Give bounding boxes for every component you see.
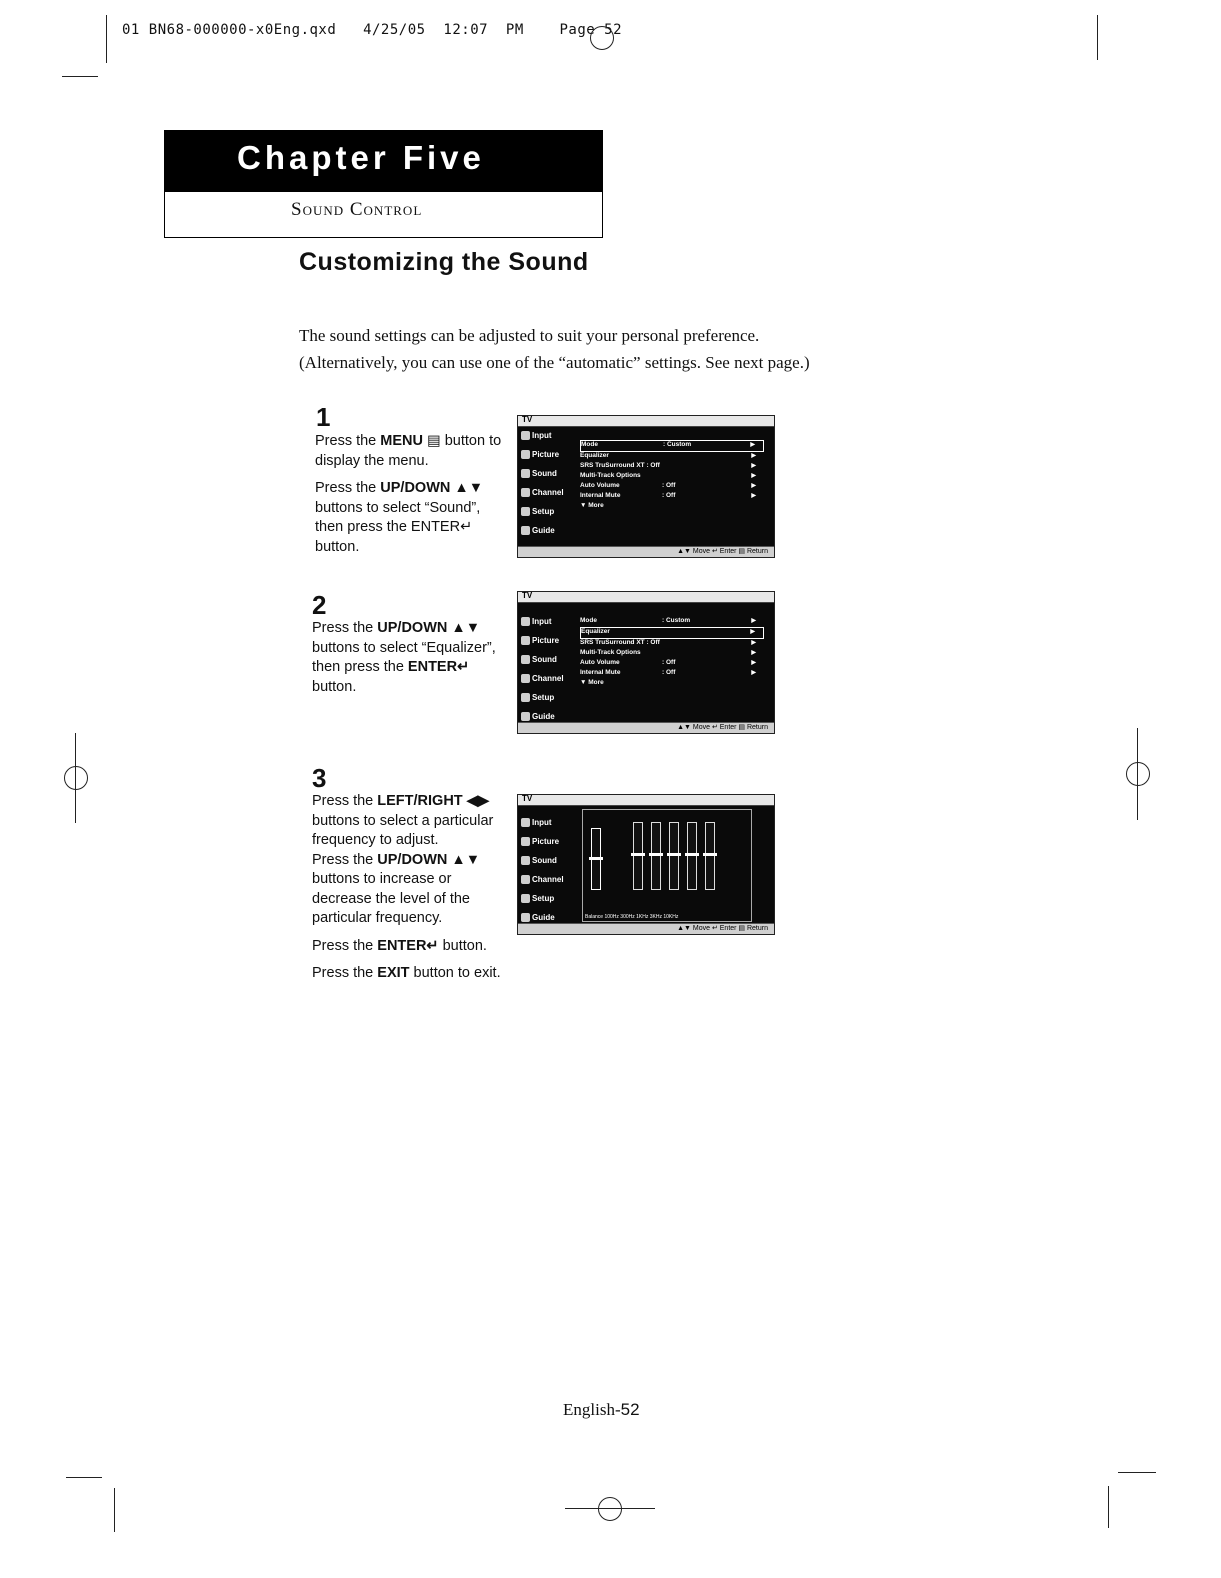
tv-sidebar-item bbox=[521, 431, 552, 440]
tv-sidebar-item bbox=[521, 526, 555, 535]
label: Equalizer bbox=[581, 628, 610, 635]
tv-menu-row: Multi-Track Options ▶ bbox=[580, 649, 756, 656]
tv-sidebar-item bbox=[521, 913, 555, 922]
tv-menu-row: Multi-Track Options ▶ bbox=[580, 472, 756, 479]
tv-help-bar bbox=[518, 722, 774, 733]
channel-icon bbox=[521, 488, 530, 497]
tv-menu-row: Auto Volume : Off ▶ bbox=[580, 659, 756, 666]
text: Press the bbox=[315, 433, 381, 449]
step-instructions bbox=[315, 432, 505, 565]
tv-title-bar bbox=[518, 416, 774, 427]
value: : Custom bbox=[663, 441, 692, 448]
label: Mode bbox=[580, 617, 597, 624]
channel-icon bbox=[521, 674, 530, 683]
tv-sidebar-item bbox=[521, 450, 559, 459]
tv-sidebar-item bbox=[521, 488, 564, 497]
label: Internal Mute bbox=[580, 669, 621, 676]
label: Input bbox=[532, 818, 552, 827]
tv-sidebar-item bbox=[521, 617, 552, 626]
tv-sidebar bbox=[518, 427, 576, 547]
equalizer-panel bbox=[582, 809, 752, 922]
crop-mark bbox=[106, 15, 107, 63]
label: Guide bbox=[532, 913, 555, 922]
crop-mark bbox=[1108, 1486, 1109, 1528]
input-icon bbox=[521, 617, 530, 626]
step-number: 2 bbox=[312, 590, 327, 620]
tv-menu-row: Internal Mute : Off ▶ bbox=[580, 669, 756, 676]
label: Internal Mute bbox=[580, 492, 621, 499]
input-icon bbox=[521, 818, 530, 827]
tv-menu-list bbox=[580, 440, 764, 512]
button-name: UP/DOWN ▲▼ bbox=[377, 620, 481, 636]
tv-menu-row: SRS TruSurround XT : Off ▶ bbox=[580, 462, 756, 469]
button-name: ENTER↵ bbox=[377, 937, 439, 954]
crop-mark bbox=[1118, 1472, 1156, 1473]
crop-mark bbox=[66, 1477, 102, 1478]
step-instructions bbox=[312, 792, 512, 992]
setup-icon bbox=[521, 507, 530, 516]
label: Guide bbox=[532, 712, 555, 721]
page-footer bbox=[563, 1400, 640, 1420]
tv-sidebar-item bbox=[521, 655, 557, 664]
guide-icon bbox=[521, 712, 530, 721]
label: Guide bbox=[532, 526, 555, 535]
text: Press the bbox=[315, 480, 381, 496]
text: button. bbox=[438, 937, 487, 954]
text: Press the bbox=[312, 937, 378, 954]
tv-title: TV bbox=[522, 794, 533, 803]
button-name: MENU bbox=[380, 433, 423, 449]
tv-menu-row: Equalizer ▶ bbox=[580, 452, 756, 459]
picture-icon bbox=[521, 837, 530, 846]
label: ▼ More bbox=[580, 502, 604, 509]
tv-sidebar-item bbox=[521, 856, 557, 865]
intro-line: The sound settings can be adjusted to suit your personal preference. bbox=[299, 326, 760, 345]
text: buttons to increase or decrease the level of the particular frequency. bbox=[312, 871, 470, 926]
picture-icon bbox=[521, 636, 530, 645]
guide-icon bbox=[521, 913, 530, 922]
label: Input bbox=[532, 617, 552, 626]
label: Setup bbox=[532, 507, 555, 516]
label: Multi-Track Options bbox=[580, 472, 641, 479]
registration-mark-icon bbox=[590, 26, 614, 50]
tv-equalizer-screenshot bbox=[517, 794, 775, 935]
registration-mark-icon bbox=[1126, 762, 1150, 786]
eq-slider bbox=[633, 822, 643, 890]
footer-language: English- bbox=[563, 1400, 621, 1419]
crop-mark bbox=[1097, 15, 1098, 60]
label: SRS TruSurround XT : Off bbox=[580, 639, 660, 646]
chapter-bar bbox=[165, 131, 602, 192]
label: Setup bbox=[532, 693, 555, 702]
tv-menu-list bbox=[580, 617, 764, 689]
value: : Off bbox=[662, 492, 676, 499]
sound-icon bbox=[521, 856, 530, 865]
label: Setup bbox=[532, 894, 555, 903]
label: Channel bbox=[532, 875, 564, 884]
tv-sidebar-item bbox=[521, 875, 564, 884]
step-instructions bbox=[312, 619, 502, 705]
help-text: ▲▼ Move ↵ Enter ▤ Return bbox=[677, 724, 768, 731]
text: ▤ button to display the menu. bbox=[315, 433, 502, 469]
label: Auto Volume bbox=[580, 482, 620, 489]
button-name: UP/DOWN ▲▼ bbox=[377, 851, 481, 868]
value: : Off bbox=[662, 482, 676, 489]
tv-sidebar-item bbox=[521, 712, 555, 721]
label: Channel bbox=[532, 674, 564, 683]
label: Sound bbox=[532, 655, 557, 664]
eq-slider bbox=[705, 822, 715, 890]
label: Equalizer bbox=[580, 452, 609, 459]
label: Sound bbox=[532, 856, 557, 865]
button-name: EXIT bbox=[377, 965, 410, 981]
tv-sidebar-item bbox=[521, 818, 552, 827]
tv-menu-row: SRS TruSurround XT : Off ▶ bbox=[580, 639, 756, 646]
chapter-title: Chapter Five bbox=[237, 139, 485, 176]
print-slug: 01 BN68-000000-x0Eng.qxd 4/25/05 12:07 PM Page 52 bbox=[122, 22, 623, 38]
tv-menu-row: Equalizer ▶ bbox=[580, 627, 764, 639]
tv-menu-row: Mode : Custom ▶ bbox=[580, 440, 764, 452]
tv-menu-row: Auto Volume : Off ▶ bbox=[580, 482, 756, 489]
label: Multi-Track Options bbox=[580, 649, 641, 656]
sound-icon bbox=[521, 469, 530, 478]
text: Press the bbox=[312, 965, 378, 981]
tv-menu-row: Internal Mute : Off ▶ bbox=[580, 492, 756, 499]
label: Input bbox=[532, 431, 552, 440]
intro-line: (Alternatively, you can use one of the “automatic” settings. See next page.) bbox=[299, 353, 810, 372]
page-number: 52 bbox=[620, 1400, 640, 1419]
tv-sidebar bbox=[518, 603, 576, 723]
picture-icon bbox=[521, 450, 530, 459]
text: button to exit. bbox=[409, 965, 501, 981]
text: buttons to select a particular frequency to adjust. bbox=[312, 812, 494, 848]
tv-menu-row bbox=[580, 679, 764, 689]
tv-menu-row bbox=[580, 502, 764, 512]
tv-menu-screenshot bbox=[517, 415, 775, 558]
button-name: ENTER↵ bbox=[407, 659, 470, 675]
step-number: 1 bbox=[316, 402, 331, 432]
page-title: Customizing the Sound bbox=[299, 248, 589, 276]
tv-sidebar-item bbox=[521, 507, 554, 516]
eq-slider bbox=[651, 822, 661, 890]
tv-sidebar-item bbox=[521, 894, 554, 903]
value: : Off bbox=[662, 659, 676, 666]
input-icon bbox=[521, 431, 530, 440]
tv-sidebar-item bbox=[521, 693, 554, 702]
tv-help-bar bbox=[518, 923, 774, 934]
label: Picture bbox=[532, 837, 560, 846]
text: buttons to select “Equalizer”, then press the bbox=[312, 639, 496, 675]
intro-paragraph bbox=[299, 322, 810, 376]
tv-title: TV bbox=[522, 415, 533, 424]
tv-title-bar bbox=[518, 592, 774, 603]
help-text: ▲▼ Move ↵ Enter ▤ Return bbox=[677, 925, 768, 932]
chapter-subtitle: Sound Control bbox=[291, 199, 423, 220]
tv-sidebar-item bbox=[521, 636, 559, 645]
tv-sidebar-item bbox=[521, 469, 557, 478]
label: Picture bbox=[532, 450, 560, 459]
step-number: 3 bbox=[312, 763, 327, 793]
balance-slider bbox=[591, 828, 601, 890]
crop-mark bbox=[62, 76, 98, 77]
sound-icon bbox=[521, 655, 530, 664]
label: Channel bbox=[532, 488, 564, 497]
button-name: LEFT/RIGHT ◀▶ bbox=[377, 793, 489, 809]
text: Press the bbox=[312, 793, 378, 809]
tv-title-bar bbox=[518, 795, 774, 806]
value: : Off bbox=[662, 669, 676, 676]
tv-menu-row: Mode : Custom ▶ bbox=[580, 617, 756, 624]
text: Press the bbox=[312, 620, 378, 636]
tv-title: TV bbox=[522, 591, 533, 600]
button-name: UP/DOWN ▲▼ bbox=[380, 480, 484, 496]
chapter-header bbox=[164, 130, 603, 238]
registration-mark-icon bbox=[598, 1497, 622, 1521]
guide-icon bbox=[521, 526, 530, 535]
label: Auto Volume bbox=[580, 659, 620, 666]
tv-sidebar bbox=[518, 806, 576, 924]
help-text: ▲▼ Move ↵ Enter ▤ Return bbox=[677, 548, 768, 555]
label: Mode bbox=[581, 441, 598, 448]
setup-icon bbox=[521, 894, 530, 903]
registration-mark-icon bbox=[64, 766, 88, 790]
crop-mark bbox=[114, 1488, 115, 1532]
label: ▼ More bbox=[580, 679, 604, 686]
text: buttons to select “Sound”, then press the ENTER↵ button. bbox=[315, 499, 481, 555]
eq-slider bbox=[687, 822, 697, 890]
eq-labels: Balance 100Hz 300Hz 1KHz 3KHz 10KHz bbox=[585, 914, 679, 920]
tv-sidebar-item bbox=[521, 674, 564, 683]
text: Press the bbox=[312, 851, 378, 868]
label: SRS TruSurround XT : Off bbox=[580, 462, 660, 469]
text: button. bbox=[312, 678, 357, 695]
tv-menu-screenshot bbox=[517, 591, 775, 734]
channel-icon bbox=[521, 875, 530, 884]
tv-sidebar-item bbox=[521, 837, 559, 846]
setup-icon bbox=[521, 693, 530, 702]
label: Picture bbox=[532, 636, 560, 645]
tv-help-bar bbox=[518, 546, 774, 557]
label: Sound bbox=[532, 469, 557, 478]
value: : Custom bbox=[662, 617, 691, 624]
eq-slider bbox=[669, 822, 679, 890]
